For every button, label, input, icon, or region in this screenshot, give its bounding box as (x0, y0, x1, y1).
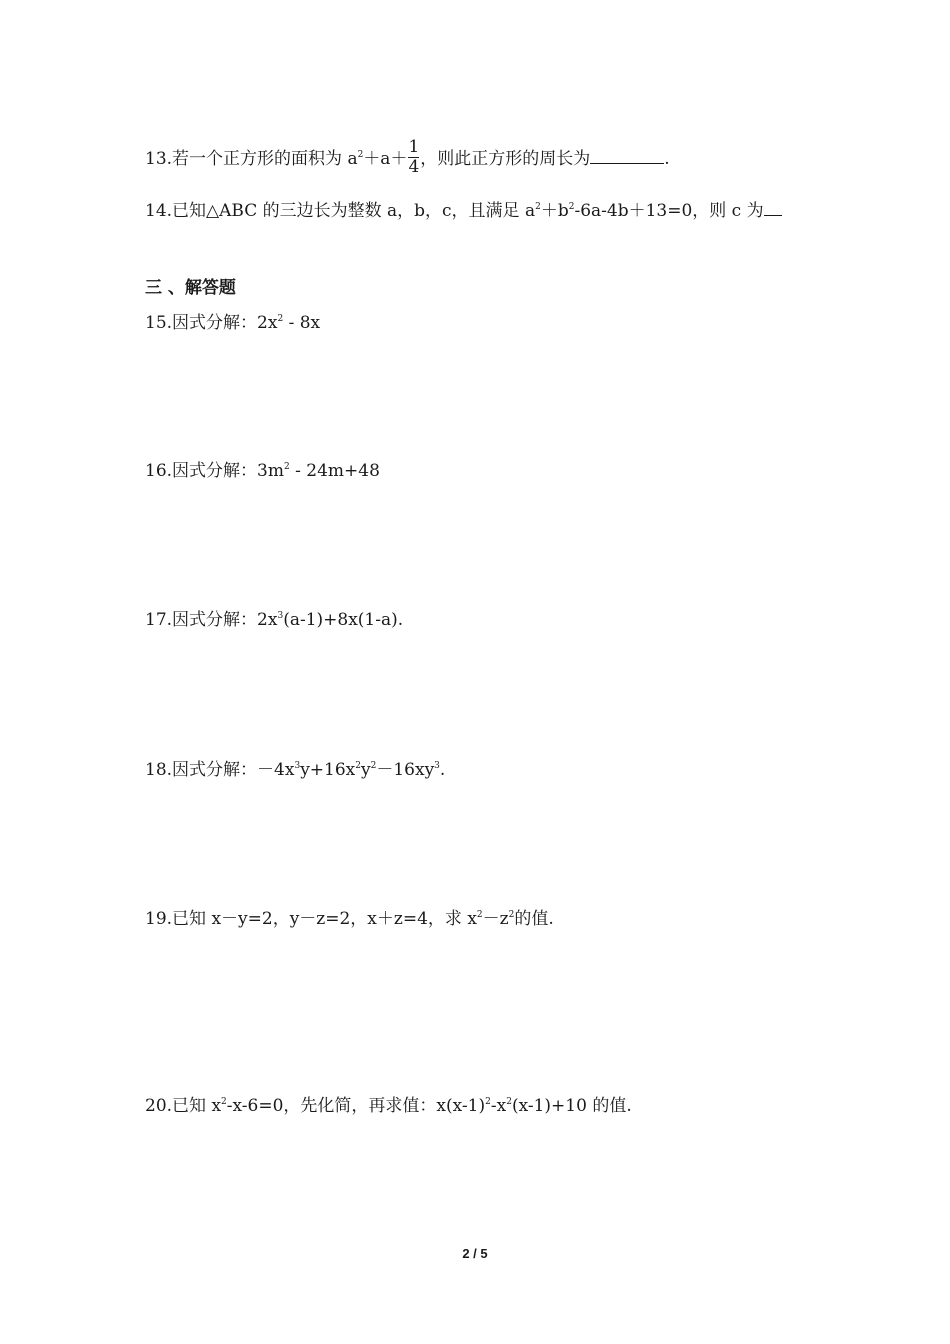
question-19: 19.已知 x－y=2，y－z=2，x＋z=4，求 $x^2-z^2$的值. (145, 909, 554, 929)
question-13: 13.若一个正方形的面积为 $a^2+a+$ $\frac{1}{4}$ ，则此正方形的周长为 . (145, 137, 670, 177)
question-15: 15.因式分解：$2x^2 - 8x$ (145, 313, 321, 333)
question-20: 20.已知 $x^2-x-6=0$，先化简，再求值：$x(x-1)^2-x^2(x-1)+10$ 的值. (145, 1096, 632, 1116)
question-17: 17.因式分解：$2x^3(a-1)+8x(1-a)$. (145, 610, 404, 630)
page-number: 2 / 5 (462, 1246, 488, 1261)
question-14: 14.已知△ABC 的三边长为整数 a，b，c，且满足 $a^2+b^2-6a-4b+13=0$，则 c 为 (145, 199, 782, 221)
answer-blank-14[interactable] (764, 199, 782, 216)
question-18: 18.因式分解：$-4x^3y+16x^2y^2-16xy^3$. (145, 760, 446, 780)
answer-blank-13[interactable] (590, 147, 664, 164)
section-heading-answers: 三 、解答题 (145, 278, 236, 298)
question-16: 16.因式分解：$3m^2 - 24m+48$ (145, 461, 380, 481)
fraction-one-quarter: $\frac{1}{4}$ (408, 137, 420, 177)
